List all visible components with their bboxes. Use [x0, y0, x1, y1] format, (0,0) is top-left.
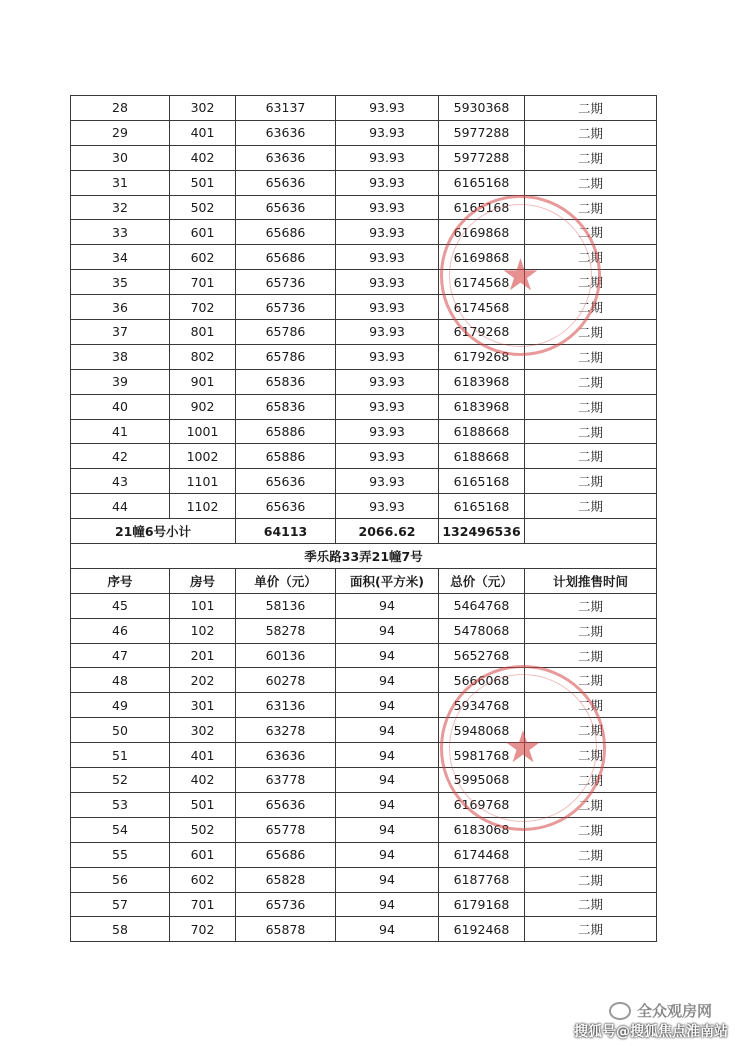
seq-cell: 31: [71, 170, 170, 195]
sale-phase-cell: 二期: [525, 718, 657, 743]
table-row: [71, 170, 657, 195]
table-row: [71, 469, 657, 494]
total-price-cell: 5995068: [439, 768, 525, 793]
area-cell: 94: [336, 743, 439, 768]
total-price-cell: 5981768: [439, 743, 525, 768]
total-price-cell: 6174568: [439, 295, 525, 320]
area-cell: 93.93: [336, 245, 439, 270]
sale-phase-cell: 二期: [525, 120, 657, 145]
area-cell: 94: [336, 668, 439, 693]
total-price-cell: 6165168: [439, 195, 525, 220]
column-header: 单价（元）: [236, 568, 336, 593]
sale-phase-cell: 二期: [525, 593, 657, 618]
subtotal-row: [71, 519, 657, 544]
seq-cell: 43: [71, 469, 170, 494]
table-row: [71, 693, 657, 718]
column-header: 面积(平方米): [336, 568, 439, 593]
sale-phase-cell: 二期: [525, 917, 657, 942]
sale-phase-cell: 二期: [525, 394, 657, 419]
table-row: [71, 668, 657, 693]
total-price-cell: 5977288: [439, 120, 525, 145]
sale-phase-cell: 二期: [525, 668, 657, 693]
table-row: [71, 270, 657, 295]
total-price-cell: 6169768: [439, 792, 525, 817]
unit-price-cell: 65886: [236, 419, 336, 444]
unit-price-cell: 63136: [236, 693, 336, 718]
brand-watermark-text: 全众观房网: [636, 1002, 712, 1020]
room-cell: 401: [170, 120, 236, 145]
sale-phase-cell: 二期: [525, 743, 657, 768]
seq-cell: 55: [71, 842, 170, 867]
seq-cell: 37: [71, 320, 170, 345]
unit-price-cell: 65828: [236, 867, 336, 892]
area-cell: 94: [336, 693, 439, 718]
unit-price-cell: 65836: [236, 369, 336, 394]
total-price-cell: 6179268: [439, 344, 525, 369]
sale-phase-cell: 二期: [525, 419, 657, 444]
room-cell: 801: [170, 320, 236, 345]
seq-cell: 49: [71, 693, 170, 718]
sale-phase-cell: 二期: [525, 892, 657, 917]
room-cell: 302: [170, 718, 236, 743]
area-cell: 93.93: [336, 419, 439, 444]
unit-price-cell: 65636: [236, 792, 336, 817]
column-header: 序号: [71, 568, 170, 593]
room-cell: 901: [170, 369, 236, 394]
seq-cell: 41: [71, 419, 170, 444]
total-price-cell: 6165168: [439, 494, 525, 519]
area-cell: 93.93: [336, 195, 439, 220]
area-cell: 93.93: [336, 320, 439, 345]
room-cell: 401: [170, 743, 236, 768]
unit-price-cell: 63636: [236, 145, 336, 170]
table-row: [71, 120, 657, 145]
area-cell: 93.93: [336, 369, 439, 394]
sale-phase-cell: 二期: [525, 792, 657, 817]
room-cell: 702: [170, 917, 236, 942]
total-price-cell: 5930368: [439, 96, 525, 121]
sale-phase-cell: 二期: [525, 693, 657, 718]
seq-cell: 44: [71, 494, 170, 519]
seq-cell: 57: [71, 892, 170, 917]
room-cell: 202: [170, 668, 236, 693]
sale-phase-cell: 二期: [525, 842, 657, 867]
table-row: [71, 792, 657, 817]
sale-phase-cell: 二期: [525, 344, 657, 369]
subtotal-empty: [525, 519, 657, 544]
total-price-cell: 6188668: [439, 444, 525, 469]
sale-phase-cell: 二期: [525, 867, 657, 892]
subtotal-unit-price: 64113: [236, 519, 336, 544]
table-row: [71, 917, 657, 942]
total-price-cell: 5977288: [439, 145, 525, 170]
total-price-cell: 6169868: [439, 245, 525, 270]
sale-phase-cell: 二期: [525, 817, 657, 842]
unit-price-cell: 65636: [236, 170, 336, 195]
sale-phase-cell: 二期: [525, 96, 657, 121]
subtotal-label: 21幢6号小计: [71, 519, 236, 544]
table-row: [71, 96, 657, 121]
table-row: [71, 743, 657, 768]
area-cell: 94: [336, 817, 439, 842]
table-row: [71, 295, 657, 320]
building-title-row: [71, 544, 657, 569]
room-cell: 402: [170, 768, 236, 793]
room-cell: 501: [170, 792, 236, 817]
unit-price-cell: 65686: [236, 245, 336, 270]
area-cell: 93.93: [336, 344, 439, 369]
seq-cell: 38: [71, 344, 170, 369]
seq-cell: 42: [71, 444, 170, 469]
area-cell: 93.93: [336, 270, 439, 295]
sale-phase-cell: 二期: [525, 145, 657, 170]
sale-phase-cell: 二期: [525, 170, 657, 195]
unit-price-cell: 65736: [236, 892, 336, 917]
table-row: [71, 867, 657, 892]
unit-price-cell: 65786: [236, 320, 336, 345]
area-cell: 93.93: [336, 120, 439, 145]
sale-phase-cell: 二期: [525, 220, 657, 245]
room-cell: 502: [170, 195, 236, 220]
total-price-cell: 5948068: [439, 718, 525, 743]
price-list-table: [70, 95, 657, 942]
room-cell: 902: [170, 394, 236, 419]
area-cell: 93.93: [336, 170, 439, 195]
table-row: [71, 419, 657, 444]
seq-cell: 32: [71, 195, 170, 220]
table-row: [71, 369, 657, 394]
seq-cell: 39: [71, 369, 170, 394]
total-price-cell: 5666068: [439, 668, 525, 693]
seq-cell: 53: [71, 792, 170, 817]
sale-phase-cell: 二期: [525, 320, 657, 345]
sale-phase-cell: 二期: [525, 195, 657, 220]
room-cell: 701: [170, 892, 236, 917]
unit-price-cell: 58136: [236, 593, 336, 618]
table-row: [71, 643, 657, 668]
unit-price-cell: 65636: [236, 494, 336, 519]
seq-cell: 47: [71, 643, 170, 668]
area-cell: 94: [336, 917, 439, 942]
seq-cell: 34: [71, 245, 170, 270]
area-cell: 94: [336, 792, 439, 817]
official-seal-top: ★: [440, 195, 601, 356]
total-price-cell: 6174468: [439, 842, 525, 867]
table-row: [71, 444, 657, 469]
unit-price-cell: 63636: [236, 120, 336, 145]
unit-price-cell: 65886: [236, 444, 336, 469]
room-cell: 102: [170, 618, 236, 643]
unit-price-cell: 65736: [236, 295, 336, 320]
room-cell: 701: [170, 270, 236, 295]
sale-phase-cell: 二期: [525, 643, 657, 668]
sale-phase-cell: 二期: [525, 295, 657, 320]
total-price-cell: 6169868: [439, 220, 525, 245]
unit-price-cell: 65778: [236, 817, 336, 842]
seq-cell: 54: [71, 817, 170, 842]
room-cell: 301: [170, 693, 236, 718]
area-cell: 93.93: [336, 469, 439, 494]
total-price-cell: 6192468: [439, 917, 525, 942]
room-cell: 1101: [170, 469, 236, 494]
room-cell: 201: [170, 643, 236, 668]
unit-price-cell: 60278: [236, 668, 336, 693]
room-cell: 702: [170, 295, 236, 320]
unit-price-cell: 60136: [236, 643, 336, 668]
area-cell: 94: [336, 618, 439, 643]
area-cell: 93.93: [336, 220, 439, 245]
room-cell: 402: [170, 145, 236, 170]
source-watermark: 搜狐号@搜狐焦点淮南站: [574, 1024, 728, 1040]
room-cell: 601: [170, 842, 236, 867]
total-price-cell: 6174568: [439, 270, 525, 295]
sale-phase-cell: 二期: [525, 768, 657, 793]
total-price-cell: 6183968: [439, 394, 525, 419]
seq-cell: 45: [71, 593, 170, 618]
seq-cell: 48: [71, 668, 170, 693]
unit-price-cell: 65686: [236, 842, 336, 867]
room-cell: 1001: [170, 419, 236, 444]
room-cell: 302: [170, 96, 236, 121]
table-row: [71, 494, 657, 519]
total-price-cell: 6165168: [439, 469, 525, 494]
sale-phase-cell: 二期: [525, 618, 657, 643]
table-row: [71, 195, 657, 220]
area-cell: 94: [336, 892, 439, 917]
sale-phase-cell: 二期: [525, 270, 657, 295]
area-cell: 94: [336, 867, 439, 892]
unit-price-cell: 63778: [236, 768, 336, 793]
seq-cell: 40: [71, 394, 170, 419]
unit-price-cell: 65836: [236, 394, 336, 419]
seq-cell: 36: [71, 295, 170, 320]
room-cell: 601: [170, 220, 236, 245]
area-cell: 93.93: [336, 295, 439, 320]
sale-phase-cell: 二期: [525, 469, 657, 494]
table-row: [71, 220, 657, 245]
table-row: [71, 817, 657, 842]
seq-cell: 56: [71, 867, 170, 892]
unit-price-cell: 58278: [236, 618, 336, 643]
room-cell: 802: [170, 344, 236, 369]
room-cell: 501: [170, 170, 236, 195]
table-row: [71, 892, 657, 917]
table-row: [71, 718, 657, 743]
area-cell: 94: [336, 842, 439, 867]
unit-price-cell: 65686: [236, 220, 336, 245]
column-header: 总价（元）: [439, 568, 525, 593]
table-row: [71, 320, 657, 345]
table-row: [71, 768, 657, 793]
sale-phase-cell: 二期: [525, 444, 657, 469]
table-row: [71, 394, 657, 419]
unit-price-cell: 63137: [236, 96, 336, 121]
building-title: 季乐路33弄21幢7号: [71, 544, 657, 569]
area-cell: 93.93: [336, 96, 439, 121]
area-cell: 94: [336, 643, 439, 668]
seq-cell: 50: [71, 718, 170, 743]
unit-price-cell: 65636: [236, 195, 336, 220]
room-cell: 602: [170, 867, 236, 892]
table-row: [71, 842, 657, 867]
seq-cell: 29: [71, 120, 170, 145]
seq-cell: 33: [71, 220, 170, 245]
official-seal-bottom: ★: [440, 665, 606, 831]
total-price-cell: 6188668: [439, 419, 525, 444]
seq-cell: 35: [71, 270, 170, 295]
total-price-cell: 6179268: [439, 320, 525, 345]
unit-price-cell: 63278: [236, 718, 336, 743]
seq-cell: 30: [71, 145, 170, 170]
area-cell: 93.93: [336, 494, 439, 519]
unit-price-cell: 63636: [236, 743, 336, 768]
room-cell: 1102: [170, 494, 236, 519]
sale-phase-cell: 二期: [525, 494, 657, 519]
sale-phase-cell: 二期: [525, 245, 657, 270]
room-cell: 602: [170, 245, 236, 270]
seq-cell: 51: [71, 743, 170, 768]
area-cell: 94: [336, 768, 439, 793]
area-cell: 93.93: [336, 394, 439, 419]
total-price-cell: 6179168: [439, 892, 525, 917]
seq-cell: 58: [71, 917, 170, 942]
area-cell: 94: [336, 718, 439, 743]
room-cell: 502: [170, 817, 236, 842]
column-header: 房号: [170, 568, 236, 593]
area-cell: 93.93: [336, 145, 439, 170]
table-row: [71, 593, 657, 618]
seq-cell: 28: [71, 96, 170, 121]
total-price-cell: 6187768: [439, 867, 525, 892]
column-header: 计划推售时间: [525, 568, 657, 593]
unit-price-cell: 65786: [236, 344, 336, 369]
seq-cell: 52: [71, 768, 170, 793]
total-price-cell: 5934768: [439, 693, 525, 718]
total-price-cell: 5652768: [439, 643, 525, 668]
total-price-cell: 5478068: [439, 618, 525, 643]
unit-price-cell: 65878: [236, 917, 336, 942]
room-cell: 101: [170, 593, 236, 618]
unit-price-cell: 65636: [236, 469, 336, 494]
unit-price-cell: 65736: [236, 270, 336, 295]
subtotal-total: 132496536: [439, 519, 525, 544]
brand-watermark: [609, 1000, 712, 1021]
area-cell: 94: [336, 593, 439, 618]
table-row: [71, 145, 657, 170]
seq-cell: 46: [71, 618, 170, 643]
room-cell: 1002: [170, 444, 236, 469]
total-price-cell: 5464768: [439, 593, 525, 618]
subtotal-area: 2066.62: [336, 519, 439, 544]
wechat-icon: [609, 1002, 631, 1020]
area-cell: 93.93: [336, 444, 439, 469]
total-price-cell: 6183068: [439, 817, 525, 842]
sale-phase-cell: 二期: [525, 369, 657, 394]
table-row: [71, 344, 657, 369]
total-price-cell: 6183968: [439, 369, 525, 394]
column-header-row: [71, 568, 657, 593]
table-row: [71, 245, 657, 270]
table-row: [71, 618, 657, 643]
total-price-cell: 6165168: [439, 170, 525, 195]
